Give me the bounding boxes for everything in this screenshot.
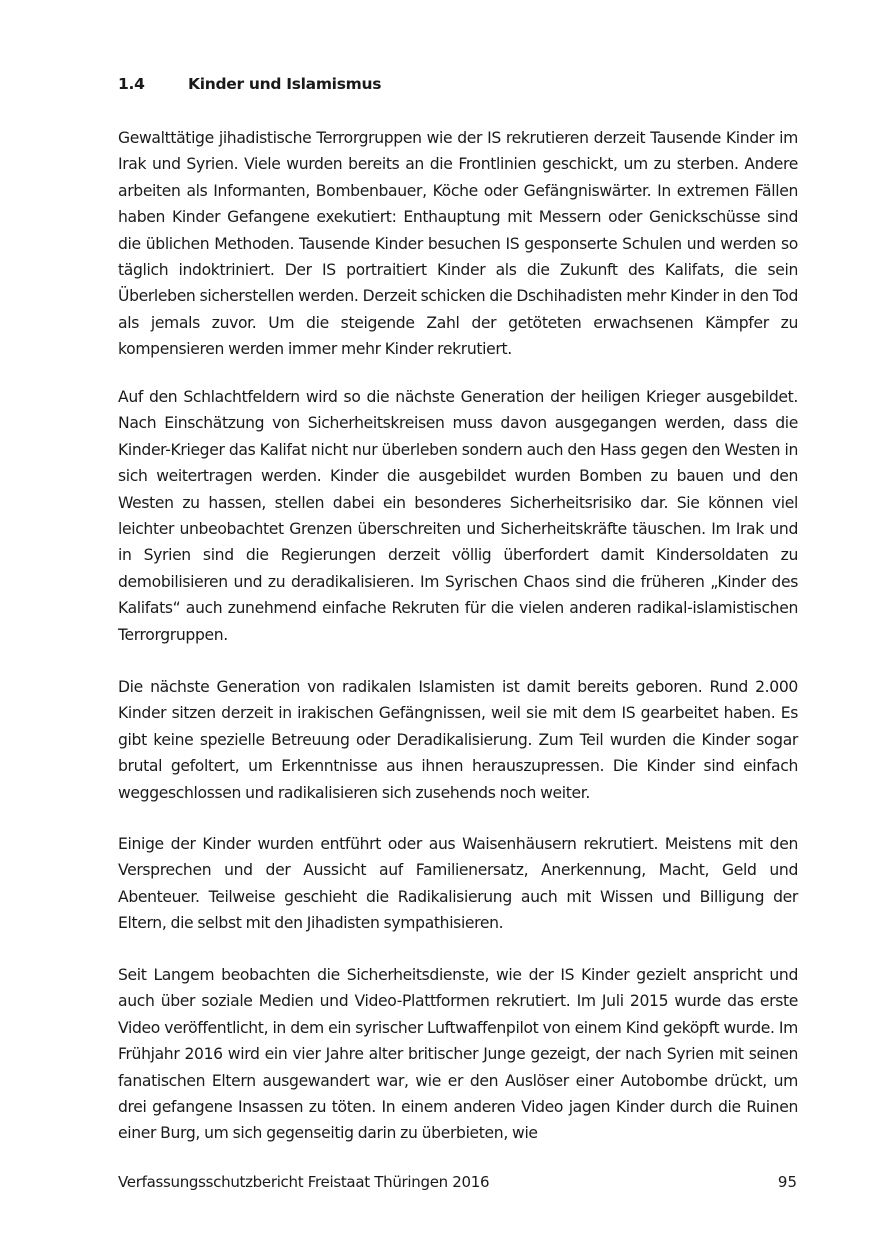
section-title: Kinder und Islamismus <box>188 75 382 93</box>
paragraph-3: Die nächste Generation von radikalen Islamisten ist damit bereits geboren. Rund 2.000 Kinder sitzen derzeit in irakischen Gefängnissen, weil sie mit dem IS gearbeitet haben. Es gibt keine spezielle Betreuung oder Deradikalisierung. Zum Teil wurden die Kinder sogar brutal gefoltert, um Erkenntnisse aus ihnen herauszupressen. Die Kinder sind einfach weggeschlossen und radikalisieren sich zusehends noch weiter. <box>118 678 798 802</box>
footer-title: Verfassungsschutzbericht Freistaat Thüringen 2016 <box>118 1173 490 1191</box>
page-number: 95 <box>777 1173 797 1191</box>
section-heading <box>118 72 381 96</box>
paragraph-1: Gewalttätige jihadistische Terrorgruppen wie der IS rekrutieren derzeit Tausende Kinder im Irak und Syrien. Viele wurden bereits an die Frontlinien geschickt, um zu sterben. Andere arbeiten als Informanten, Bombenbauer, Köche oder Gefängniswärter. In extremen Fällen haben Kinder Gefangene exekutiert: Enthauptung mit Messern oder Genickschüsse sind die üblichen Methoden. Tausende Kinder besuchen IS gesponserte Schulen und werden so täglich indoktriniert. Der IS portraitiert Kinder als die Zukunft des Kalifats, die sein Überleben sicherstellen werden. Derzeit schicken die Dschihadisten mehr Kinder in den Tod als jemals zuvor. Um die steigende Zahl der getöteten erwachsenen Kämpfer zu kompensieren werden immer mehr Kinder rekrutiert. <box>118 129 798 359</box>
paragraph-2: Auf den Schlachtfeldern wird so die nächste Generation der heiligen Krieger ausgebildet. Nach Einschätzung von Sicherheitskreisen muss davon ausgegangen werden, dass die Kinder-Krieger das Kalifat nicht nur überleben sondern auch den Hass gegen den Westen in sich weitertragen werden. Kinder die ausgebildet wurden Bomben zu bauen und den Westen zu hassen, stellen dabei ein besonderes Sicherheitsrisiko dar. Sie können viel leichter unbeobachtet Grenzen überschreiten und Sicherheitskräfte täuschen. Im Irak und in Syrien sind die Regierungen derzeit völlig überfordert damit Kindersoldaten zu demobilisieren und zu deradikalisieren. Im Syrischen Chaos sind die früheren „Kinder des Kalifats“ auch zunehmend einfache Rekruten für die vielen anderen radikal-islamistischen Terrorgruppen. <box>118 388 798 644</box>
paragraph-5: Seit Langem beobachten die Sicherheitsdienste, wie der IS Kinder gezielt anspricht und auch über soziale Medien und Video-Plattformen rekrutiert. Im Juli 2015 wurde das erste Video veröffentlicht, in dem ein syrischer Luftwaffenpilot von einem Kind geköpft wurde. Im Frühjahr 2016 wird ein vier Jahre alter britischer Junge gezeigt, der nach Syrien mit seinen fanatischen Eltern ausgewandert war, wie er den Auslöser einer Autobombe drückt, um drei gefangene Insassen zu töten. In einem anderen Video jagen Kinder durch die Ruinen einer Burg, um sich gegenseitig darin zu überbieten, wie <box>118 966 798 1143</box>
section-number: 1.4 <box>118 75 145 93</box>
paragraph-4: Einige der Kinder wurden entführt oder aus Waisenhäusern rekrutiert. Meistens mit den Versprechen und der Aussicht auf Familienersatz, Anerkennung, Macht, Geld und Abenteuer. Teilweise geschieht die Radikalisierung auch mit Wissen und Billigung der Eltern, die selbst mit den Jihadisten sympathisieren. <box>118 835 798 933</box>
